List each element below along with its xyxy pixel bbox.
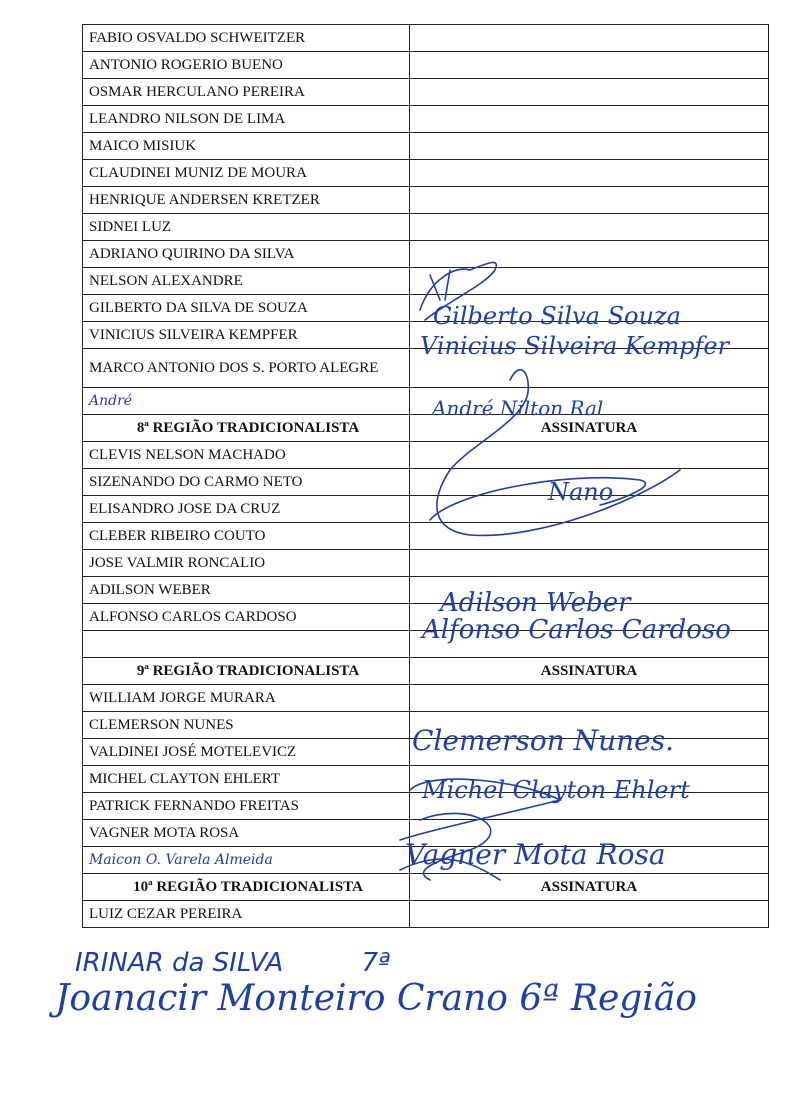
signature-andre: André Nilton Ral bbox=[432, 396, 604, 420]
table-row bbox=[83, 496, 769, 523]
table-row bbox=[83, 442, 769, 469]
signature-gilberto: Gilberto Silva Souza bbox=[433, 302, 681, 330]
signature-cell bbox=[410, 133, 769, 160]
member-name: CLEBER RIBEIRO COUTO bbox=[83, 523, 410, 550]
member-name-handwritten bbox=[83, 847, 410, 874]
region-title: 10ª REGIÃO TRADICIONALISTA bbox=[83, 874, 410, 901]
handwritten-name: André bbox=[89, 392, 133, 409]
member-name: LUIZ CEZAR PEREIRA bbox=[83, 901, 410, 928]
table-row bbox=[83, 214, 769, 241]
signature-column-header: ASSINATURA bbox=[410, 874, 769, 901]
table-row bbox=[83, 79, 769, 106]
member-name: ELISANDRO JOSE DA CRUZ bbox=[83, 496, 410, 523]
member-name: FABIO OSVALDO SCHWEITZER bbox=[83, 25, 410, 52]
table-row bbox=[83, 685, 769, 712]
signature-alfonso: Alfonso Carlos Cardoso bbox=[422, 615, 731, 645]
region-header-8 bbox=[83, 415, 769, 442]
table-row bbox=[83, 187, 769, 214]
handwritten-name: Maicon O. Varela Almeida bbox=[89, 851, 273, 868]
signature-cell bbox=[410, 241, 769, 268]
signature-vinicius: Vinicius Silveira Kempfer bbox=[420, 332, 730, 360]
member-name: JOSE VALMIR RONCALIO bbox=[83, 550, 410, 577]
footer-name: IRINAR da SILVA bbox=[75, 948, 284, 978]
member-name: ADRIANO QUIRINO DA SILVA bbox=[83, 241, 410, 268]
signature-clemerson: Clemerson Nunes. bbox=[412, 724, 675, 757]
table-row bbox=[83, 577, 769, 604]
member-name: MICHEL CLAYTON EHLERT bbox=[83, 766, 410, 793]
member-name: VALDINEI JOSÉ MOTELEVICZ bbox=[83, 739, 410, 766]
footer-handwritten-line-1 bbox=[75, 948, 390, 978]
footer-handwritten-line-2: Joanacir Monteiro Crano 6ª Região bbox=[55, 978, 697, 1019]
signature-vagner: Vagner Mota Rosa bbox=[405, 838, 666, 871]
table-row bbox=[83, 901, 769, 928]
region-header-10 bbox=[83, 874, 769, 901]
member-name: SIDNEI LUZ bbox=[83, 214, 410, 241]
member-name: OSMAR HERCULANO PEREIRA bbox=[83, 79, 410, 106]
member-name: HENRIQUE ANDERSEN KRETZER bbox=[83, 187, 410, 214]
region-header-9 bbox=[83, 658, 769, 685]
region-title: 8ª REGIÃO TRADICIONALISTA bbox=[83, 415, 410, 442]
member-name: NELSON ALEXANDRE bbox=[83, 268, 410, 295]
member-name: MARCO ANTONIO DOS S. PORTO ALEGRE bbox=[83, 349, 410, 388]
member-name bbox=[83, 631, 410, 658]
signature-cell bbox=[410, 901, 769, 928]
signature-cell bbox=[410, 25, 769, 52]
signature-cell bbox=[410, 442, 769, 469]
member-name: MAICO MISIUK bbox=[83, 133, 410, 160]
member-name: CLEMERSON NUNES bbox=[83, 712, 410, 739]
member-name: PATRICK FERNANDO FREITAS bbox=[83, 793, 410, 820]
signature-cell bbox=[410, 268, 769, 295]
table-row bbox=[83, 160, 769, 187]
signature-cell bbox=[410, 550, 769, 577]
table-row bbox=[83, 523, 769, 550]
table-row bbox=[83, 106, 769, 133]
member-name: SIZENANDO DO CARMO NETO bbox=[83, 469, 410, 496]
member-name: VINICIUS SILVEIRA KEMPFER bbox=[83, 322, 410, 349]
table-row bbox=[83, 268, 769, 295]
member-name: ALFONSO CARLOS CARDOSO bbox=[83, 604, 410, 631]
table-row bbox=[83, 469, 769, 496]
table-row bbox=[83, 388, 769, 415]
member-name: ANTONIO ROGERIO BUENO bbox=[83, 52, 410, 79]
signature-cell bbox=[410, 685, 769, 712]
signature-adilson: Adilson Weber bbox=[440, 588, 631, 618]
signature-cell bbox=[410, 160, 769, 187]
member-name-handwritten bbox=[83, 388, 410, 415]
signature-column-header: ASSINATURA bbox=[410, 415, 769, 442]
member-name: LEANDRO NILSON DE LIMA bbox=[83, 106, 410, 133]
member-name: CLAUDINEI MUNIZ DE MOURA bbox=[83, 160, 410, 187]
signature-column-header: ASSINATURA bbox=[410, 658, 769, 685]
member-name: VAGNER MOTA ROSA bbox=[83, 820, 410, 847]
table-row bbox=[83, 25, 769, 52]
signature-michel: Michel Clayton Ehlert bbox=[422, 776, 690, 804]
signature-cell bbox=[410, 187, 769, 214]
region-title: 9ª REGIÃO TRADICIONALISTA bbox=[83, 658, 410, 685]
signature-nano: Nano bbox=[548, 478, 614, 506]
footer-number: 7ª bbox=[361, 948, 391, 978]
signature-cell bbox=[410, 106, 769, 133]
signature-cell bbox=[410, 79, 769, 106]
member-name: CLEVIS NELSON MACHADO bbox=[83, 442, 410, 469]
table-row bbox=[83, 550, 769, 577]
signature-cell bbox=[410, 214, 769, 241]
table-row bbox=[83, 133, 769, 160]
member-name: GILBERTO DA SILVA DE SOUZA bbox=[83, 295, 410, 322]
table-row bbox=[83, 52, 769, 79]
member-name: ADILSON WEBER bbox=[83, 577, 410, 604]
signature-cell bbox=[410, 52, 769, 79]
signature-cell bbox=[410, 523, 769, 550]
member-name: WILLIAM JORGE MURARA bbox=[83, 685, 410, 712]
table-row bbox=[83, 241, 769, 268]
